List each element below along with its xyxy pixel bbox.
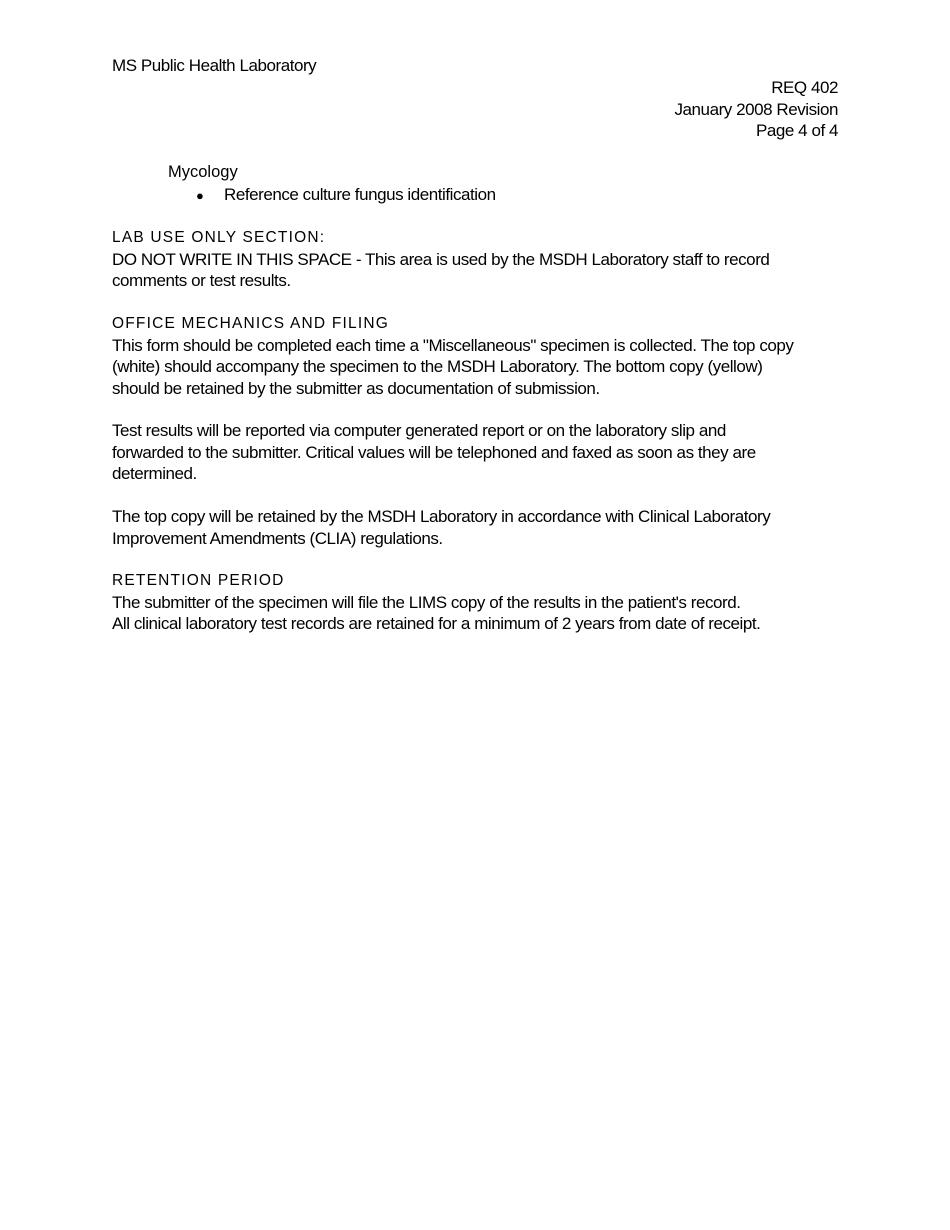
office-paragraph-line: (white) should accompany the specimen to the MSDH Laboratory. The bottom copy (yellow)	[112, 357, 763, 376]
page-number: Page 4 of 4	[755, 121, 838, 140]
test-results-line: Test results will be reported via computer generated report or on the laboratory slip and	[112, 421, 726, 440]
office-paragraph-line: should be retained by the submitter as documentation of submission.	[112, 378, 600, 398]
test-results-paragraph	[112, 420, 838, 485]
top-copy-paragraph	[112, 506, 838, 549]
mycology-heading: Mycology	[168, 163, 238, 181]
retention-line: All clinical laboratory test records are retained for a minimum of 2 years from date of receipt.	[112, 614, 761, 633]
retention-line: The submitter of the specimen will file the LIMS copy of the results in the patient's record.	[112, 592, 741, 612]
office-mechanics-section	[112, 313, 838, 399]
lab-use-line: comments or test results.	[112, 271, 291, 290]
bullet-icon: ●	[196, 188, 204, 203]
test-results-line: forwarded to the submitter. Critical values will be telephoned and faxed as soon as they are	[112, 442, 756, 462]
office-mechanics-heading: OFFICE MECHANICS AND FILING	[112, 315, 389, 332]
lab-use-line: DO NOT WRITE IN THIS SPACE - This area is used by the MSDH Laboratory staff to record	[112, 249, 770, 269]
form-number: REQ 402	[771, 78, 838, 97]
top-copy-line: The top copy will be retained by the MSDH Laboratory in accordance with Clinical Laboratory	[112, 507, 771, 526]
form-header-info	[675, 77, 839, 142]
organization-name: MS Public Health Laboratory	[112, 56, 317, 75]
bullet-text: Reference culture fungus identification	[224, 185, 496, 204]
mycology-bullet-item	[196, 184, 496, 207]
lab-use-section	[112, 227, 838, 292]
retention-period-section	[112, 570, 838, 635]
revision-date: January 2008 Revision	[674, 99, 838, 119]
test-results-line: determined.	[112, 464, 197, 483]
lab-use-heading: LAB USE ONLY SECTION:	[112, 229, 326, 246]
office-paragraph-line: This form should be completed each time a "Miscellaneous" specimen is collected. The top copy	[112, 335, 794, 355]
retention-period-heading: RETENTION PERIOD	[112, 572, 285, 589]
top-copy-line: Improvement Amendments (CLIA) regulations.	[112, 528, 443, 548]
